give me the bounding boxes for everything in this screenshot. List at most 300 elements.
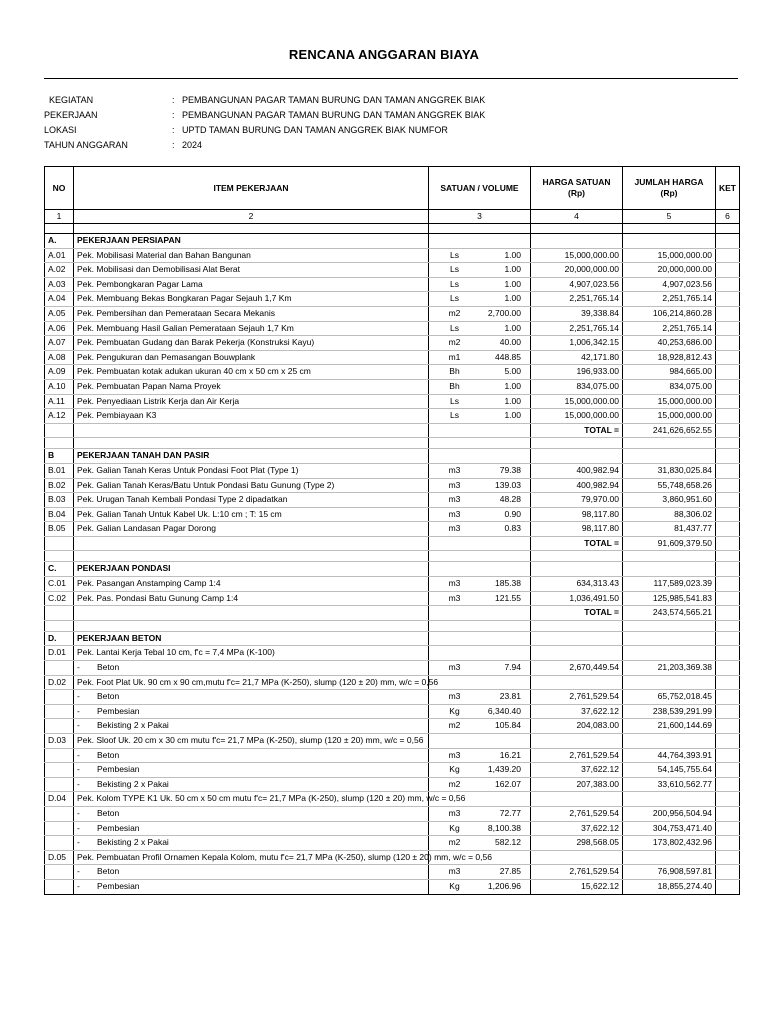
- unit-price: 39,338.84: [531, 306, 623, 321]
- bullet-dash: -: [77, 837, 80, 848]
- item-number: D.04: [45, 792, 74, 807]
- item-description: Pek. Foot Plat Uk. 90 cm x 90 cm,mutu f'c= 21,7 MPa (K-250), slump (120 ± 20) mm, w/c = 0,56: [74, 675, 429, 690]
- ket-cell: [716, 493, 740, 508]
- line-total: 40,253,686.00: [623, 336, 716, 351]
- col-number: 2: [74, 210, 429, 224]
- volume: 1,439.20: [487, 764, 521, 775]
- sub-item-description: [74, 719, 429, 734]
- line-total: 18,928,812.43: [623, 350, 716, 365]
- volume: 8,100.38: [487, 822, 521, 833]
- unit: m3: [448, 578, 461, 589]
- total-cell: [623, 449, 716, 464]
- item-number: [45, 777, 74, 792]
- bullet-dash: -: [77, 691, 80, 702]
- unit: Kg: [449, 705, 460, 716]
- item-description: Pek. Galian Tanah Keras/Batu Untuk Pondasi Batu Gunung (Type 2): [74, 478, 429, 493]
- empty-cell: [716, 620, 740, 631]
- info-row-kegiatan: [44, 93, 485, 108]
- unit-volume-cell: [429, 734, 531, 749]
- ket-cell: [716, 606, 740, 621]
- unit: m3: [448, 464, 461, 475]
- section-title: PEKERJAAN BETON: [74, 631, 429, 646]
- volume: 1.00: [504, 293, 521, 304]
- table-row: [45, 409, 740, 424]
- sub-item-label: Beton: [97, 807, 120, 818]
- item-number: B.03: [45, 493, 74, 508]
- ket-cell: [716, 792, 740, 807]
- bullet-dash: -: [77, 778, 80, 789]
- total-label: TOTAL =: [531, 606, 623, 621]
- ket-cell: [716, 507, 740, 522]
- header-harga-line1: HARGA SATUAN: [542, 177, 611, 187]
- section-title: PEKERJAAN PERSIAPAN: [74, 234, 429, 249]
- sub-item-row: [45, 836, 740, 851]
- item-number: B.04: [45, 507, 74, 522]
- empty-cell: [74, 438, 429, 449]
- unit-price: 98,117.80: [531, 507, 623, 522]
- line-total: 76,908,597.81: [623, 865, 716, 880]
- item-number: A.02: [45, 263, 74, 278]
- line-total: 4,907,023.56: [623, 277, 716, 292]
- bullet-dash: -: [77, 749, 80, 760]
- table-row: [45, 478, 740, 493]
- ket-cell: [716, 748, 740, 763]
- ket-cell: [716, 562, 740, 577]
- unit-volume-cell: [429, 661, 531, 676]
- empty-cell: [45, 551, 74, 562]
- table-row: [45, 463, 740, 478]
- unit-price: 400,982.94: [531, 463, 623, 478]
- volume: 1,206.96: [487, 880, 521, 891]
- volume: 23.81: [499, 691, 521, 702]
- header-jumlah-line1: JUMLAH HARGA: [634, 177, 704, 187]
- unit-price: 2,251,765.14: [531, 321, 623, 336]
- sub-item-description: [74, 777, 429, 792]
- unit-volume-cell: [429, 821, 531, 836]
- info-separator: :: [172, 140, 175, 150]
- col-number: 5: [623, 210, 716, 224]
- unit-price: 4,907,023.56: [531, 277, 623, 292]
- header-jumlah-line2: (Rp): [660, 188, 678, 198]
- unit-volume-cell: [429, 522, 531, 537]
- unit-price: 2,670,449.54: [531, 661, 623, 676]
- unit-volume-cell: [429, 350, 531, 365]
- unit-volume-cell: [429, 606, 531, 621]
- item-description: [74, 423, 429, 438]
- sub-item-description: [74, 836, 429, 851]
- unit-price: 20,000,000.00: [531, 263, 623, 278]
- info-key: LOKASI: [44, 125, 77, 135]
- unit: Ls: [450, 264, 459, 275]
- ket-cell: [716, 263, 740, 278]
- info-key: KEGIATAN: [49, 95, 94, 105]
- info-value: UPTD TAMAN BURUNG DAN TAMAN ANGGREK BIAK NUMFOR: [182, 125, 448, 135]
- table-row: [45, 248, 740, 263]
- unit-volume-cell: [429, 507, 531, 522]
- line-total: 834,075.00: [623, 379, 716, 394]
- item-description: Pek. Kolom TYPE K1 Uk. 50 cm x 50 cm mutu f'c= 21,7 MPa (K-250), slump (120 ± 20) mm, w/c = 0,56: [74, 792, 429, 807]
- ket-cell: [716, 734, 740, 749]
- spacer-row: [45, 438, 740, 449]
- header-satuan: SATUAN / VOLUME: [429, 167, 531, 210]
- empty-cell: [45, 620, 74, 631]
- info-row-lokasi: [44, 123, 485, 138]
- total-cell: [623, 562, 716, 577]
- info-value: 2024: [182, 140, 203, 150]
- sub-item-label: Pembesian: [97, 764, 140, 775]
- subtotal-row: [45, 536, 740, 551]
- section-number: C.: [45, 562, 74, 577]
- table-row: [45, 292, 740, 307]
- line-total: 54,145,755.64: [623, 763, 716, 778]
- sub-item-row: [45, 777, 740, 792]
- ket-cell: [716, 292, 740, 307]
- line-total: 117,589,023.39: [623, 577, 716, 592]
- header-ket: KET: [716, 167, 740, 210]
- ket-cell: [716, 248, 740, 263]
- section-row: [45, 631, 740, 646]
- sub-item-row: [45, 704, 740, 719]
- bullet-dash: -: [77, 807, 80, 818]
- item-number: A.09: [45, 365, 74, 380]
- line-total: 3,860,951.60: [623, 493, 716, 508]
- line-total: 2,251,765.14: [623, 292, 716, 307]
- empty-cell: [45, 438, 74, 449]
- ket-cell: [716, 661, 740, 676]
- item-description: Pek. Pengukuran dan Pemasangan Bouwplank: [74, 350, 429, 365]
- sub-item-description: [74, 806, 429, 821]
- empty-cell: [623, 438, 716, 449]
- item-number: [45, 879, 74, 894]
- unit: Ls: [450, 410, 459, 421]
- unit-cell: [429, 562, 531, 577]
- ket-cell: [716, 449, 740, 464]
- item-description: Pek. Mobilisasi dan Demobilisasi Alat Berat: [74, 263, 429, 278]
- line-total: 15,000,000.00: [623, 394, 716, 409]
- line-total: [623, 646, 716, 661]
- item-description: Pek. Pembuatan Papan Nama Proyek: [74, 379, 429, 394]
- ket-cell: [716, 365, 740, 380]
- item-number: C.02: [45, 591, 74, 606]
- line-total: 304,753,471.40: [623, 821, 716, 836]
- line-total: 125,985,541.83: [623, 591, 716, 606]
- ket-cell: [716, 763, 740, 778]
- unit-price: [531, 734, 623, 749]
- budget-table-body: [45, 234, 740, 895]
- section-row: [45, 234, 740, 249]
- unit: m3: [448, 523, 461, 534]
- sub-item-label: Beton: [97, 691, 120, 702]
- unit-price: [531, 675, 623, 690]
- section-title: PEKERJAAN TANAH DAN PASIR: [74, 449, 429, 464]
- volume: 7.94: [504, 662, 521, 673]
- price-cell: [531, 631, 623, 646]
- unit: m3: [448, 866, 461, 877]
- unit: m2: [448, 307, 461, 318]
- total-cell: [623, 234, 716, 249]
- ket-cell: [716, 350, 740, 365]
- line-total: 55,748,658.26: [623, 478, 716, 493]
- unit-volume-cell: [429, 336, 531, 351]
- sub-item-row: [45, 865, 740, 880]
- item-number: A.05: [45, 306, 74, 321]
- volume: 1.00: [504, 395, 521, 406]
- unit-price: 15,000,000.00: [531, 394, 623, 409]
- table-row: [45, 336, 740, 351]
- unit-volume-cell: [429, 321, 531, 336]
- item-number: [45, 763, 74, 778]
- unit-volume-cell: [429, 763, 531, 778]
- line-total: 21,600,144.69: [623, 719, 716, 734]
- item-description: Pek. Pembiayaan K3: [74, 409, 429, 424]
- ket-cell: [716, 704, 740, 719]
- unit-price: [531, 646, 623, 661]
- line-total: [623, 734, 716, 749]
- bullet-dash: -: [77, 720, 80, 731]
- ket-cell: [716, 423, 740, 438]
- empty-cell: [429, 551, 531, 562]
- ket-cell: [716, 806, 740, 821]
- empty-cell: [429, 438, 531, 449]
- ket-cell: [716, 879, 740, 894]
- empty-cell: [531, 551, 623, 562]
- unit: m1: [448, 351, 461, 362]
- line-total: [623, 792, 716, 807]
- unit-price: 1,036,491.50: [531, 591, 623, 606]
- info-key: PEKERJAAN: [44, 110, 98, 120]
- spacer-row: [45, 620, 740, 631]
- ket-cell: [716, 336, 740, 351]
- line-total: [623, 850, 716, 865]
- empty-cell: [74, 620, 429, 631]
- sub-item-description: [74, 865, 429, 880]
- line-total: 15,000,000.00: [623, 409, 716, 424]
- item-number: B.05: [45, 522, 74, 537]
- unit-volume-cell: [429, 719, 531, 734]
- item-number: [45, 690, 74, 705]
- unit-volume-cell: [429, 277, 531, 292]
- item-description: [74, 606, 429, 621]
- ket-cell: [716, 478, 740, 493]
- subtotal-row: [45, 423, 740, 438]
- empty-cell: [429, 620, 531, 631]
- sub-item-label: Pembesian: [97, 705, 140, 716]
- header-harga-satuan: [531, 167, 623, 210]
- ket-cell: [716, 631, 740, 646]
- item-description: [74, 536, 429, 551]
- ket-cell: [716, 675, 740, 690]
- table-row: [45, 734, 740, 749]
- table-row: [45, 321, 740, 336]
- sub-item-description: [74, 879, 429, 894]
- unit-cell: [429, 234, 531, 249]
- total-cell: [623, 631, 716, 646]
- sub-item-label: Pembesian: [97, 880, 140, 891]
- item-number: [45, 748, 74, 763]
- sub-item-row: [45, 763, 740, 778]
- col-number: 6: [716, 210, 740, 224]
- info-value: PEMBANGUNAN PAGAR TAMAN BURUNG DAN TAMAN ANGGREK BIAK: [182, 95, 486, 105]
- project-info: [44, 93, 485, 153]
- unit-price: 2,761,529.54: [531, 865, 623, 880]
- item-number: [45, 661, 74, 676]
- item-number: B.02: [45, 478, 74, 493]
- unit-volume-cell: [429, 463, 531, 478]
- item-description: Pek. Pembongkaran Pagar Lama: [74, 277, 429, 292]
- line-total: 81,437.77: [623, 522, 716, 537]
- total-label: TOTAL =: [531, 536, 623, 551]
- ket-cell: [716, 277, 740, 292]
- volume: 162.07: [495, 778, 521, 789]
- volume: 105.84: [495, 720, 521, 731]
- unit-volume-cell: [429, 865, 531, 880]
- sub-item-label: Bekisting 2 x Pakai: [97, 778, 169, 789]
- item-number: A.10: [45, 379, 74, 394]
- volume: 0.83: [504, 523, 521, 534]
- unit: m3: [448, 494, 461, 505]
- table-header-row: [45, 167, 740, 210]
- item-number: A.01: [45, 248, 74, 263]
- unit: m2: [448, 337, 461, 348]
- volume: 1.00: [504, 264, 521, 275]
- item-number: [45, 865, 74, 880]
- sub-item-description: [74, 661, 429, 676]
- subtotal-value: 91,609,379.50: [623, 536, 716, 551]
- ket-cell: [716, 865, 740, 880]
- table-row: [45, 792, 740, 807]
- table-row: [45, 379, 740, 394]
- item-description: Pek. Pembuatan kotak adukan ukuran 40 cm x 50 cm x 25 cm: [74, 365, 429, 380]
- header-item: ITEM PEKERJAAN: [74, 167, 429, 210]
- item-number: C.01: [45, 577, 74, 592]
- volume: 1.00: [504, 380, 521, 391]
- item-number: [45, 806, 74, 821]
- info-separator: :: [172, 95, 175, 105]
- item-description: Pek. Membuang Bekas Bongkaran Pagar Sejauh 1,7 Km: [74, 292, 429, 307]
- header-jumlah-harga: [623, 167, 716, 210]
- volume: 72.77: [499, 807, 521, 818]
- volume: 79.38: [499, 464, 521, 475]
- line-total: 984,665.00: [623, 365, 716, 380]
- subtotal-row: [45, 606, 740, 621]
- table-row: [45, 306, 740, 321]
- unit-price: 196,933.00: [531, 365, 623, 380]
- ket-cell: [716, 850, 740, 865]
- ket-cell: [716, 321, 740, 336]
- price-cell: [531, 562, 623, 577]
- col-number: 4: [531, 210, 623, 224]
- unit-volume-cell: [429, 263, 531, 278]
- item-number: A.04: [45, 292, 74, 307]
- volume: 40.00: [499, 337, 521, 348]
- table-row: [45, 646, 740, 661]
- item-number: A.08: [45, 350, 74, 365]
- sub-item-row: [45, 719, 740, 734]
- unit-volume-cell: [429, 394, 531, 409]
- ket-cell: [716, 463, 740, 478]
- sub-item-description: [74, 690, 429, 705]
- ket-cell: [716, 591, 740, 606]
- line-total: 33,610,562.77: [623, 777, 716, 792]
- spacer-row: [45, 551, 740, 562]
- unit-volume-cell: [429, 379, 531, 394]
- sub-item-description: [74, 821, 429, 836]
- item-description: Pek. Pembersihan dan Pemerataan Secara Mekanis: [74, 306, 429, 321]
- unit-price: 207,383.00: [531, 777, 623, 792]
- empty-cell: [716, 438, 740, 449]
- unit-price: 37,622.12: [531, 704, 623, 719]
- column-number-row: [45, 210, 740, 224]
- item-number: A.11: [45, 394, 74, 409]
- unit-price: 2,761,529.54: [531, 748, 623, 763]
- unit-volume-cell: [429, 409, 531, 424]
- unit-price: [531, 792, 623, 807]
- item-number: [45, 836, 74, 851]
- table-row: [45, 522, 740, 537]
- col-number: 3: [429, 210, 531, 224]
- unit-price: 2,251,765.14: [531, 292, 623, 307]
- item-number: B.01: [45, 463, 74, 478]
- subtotal-value: 243,574,565.21: [623, 606, 716, 621]
- unit: m3: [448, 592, 461, 603]
- info-key: TAHUN ANGGARAN: [44, 140, 128, 150]
- item-description: Pek. Lantai Kerja Tebal 10 cm, f'c = 7,4 MPa (K-100): [74, 646, 429, 661]
- volume: 27.85: [499, 866, 521, 877]
- page-title: RENCANA ANGGARAN BIAYA: [288, 47, 480, 62]
- unit-volume-cell: [429, 423, 531, 438]
- unit-volume-cell: [429, 690, 531, 705]
- price-cell: [531, 234, 623, 249]
- volume: 582.12: [495, 837, 521, 848]
- sub-item-row: [45, 879, 740, 894]
- table-row: [45, 675, 740, 690]
- item-description: Pek. Membuang Hasil Galian Pemerataan Sejauh 1,7 Km: [74, 321, 429, 336]
- unit-cell: [429, 449, 531, 464]
- item-description: Pek. Galian Landasan Pagar Dorong: [74, 522, 429, 537]
- item-number: [45, 606, 74, 621]
- unit-volume-cell: [429, 675, 531, 690]
- volume: 48.28: [499, 494, 521, 505]
- unit-volume-cell: [429, 646, 531, 661]
- unit-volume-cell: [429, 306, 531, 321]
- unit: Ls: [450, 249, 459, 260]
- item-description: Pek. Galian Tanah Keras Untuk Pondasi Foot Plat (Type 1): [74, 463, 429, 478]
- sub-item-description: [74, 748, 429, 763]
- line-total: 2,251,765.14: [623, 321, 716, 336]
- unit: m3: [448, 508, 461, 519]
- volume: 185.38: [495, 578, 521, 589]
- unit-volume-cell: [429, 748, 531, 763]
- item-number: D.02: [45, 675, 74, 690]
- ket-cell: [716, 777, 740, 792]
- info-value: PEMBANGUNAN PAGAR TAMAN BURUNG DAN TAMAN ANGGREK BIAK: [182, 110, 486, 120]
- info-row-tahun-anggaran: [44, 138, 485, 153]
- item-description: Pek. Sloof Uk. 20 cm x 30 cm mutu f'c= 21,7 MPa (K-250), slump (120 ± 20) mm, w/c = 0,56: [74, 734, 429, 749]
- unit-volume-cell: [429, 292, 531, 307]
- item-number: A.12: [45, 409, 74, 424]
- ket-cell: [716, 646, 740, 661]
- unit: m3: [448, 749, 461, 760]
- section-title: PEKERJAAN PONDASI: [74, 562, 429, 577]
- item-description: Pek. Mobilisasi Material dan Bahan Bangunan: [74, 248, 429, 263]
- unit-price: 98,117.80: [531, 522, 623, 537]
- bullet-dash: -: [77, 764, 80, 775]
- unit: m3: [448, 479, 461, 490]
- unit-volume-cell: [429, 879, 531, 894]
- unit-volume-cell: [429, 704, 531, 719]
- item-description: Pek. Pas. Pondasi Batu Gunung Camp 1:4: [74, 591, 429, 606]
- volume: 2,700.00: [487, 307, 521, 318]
